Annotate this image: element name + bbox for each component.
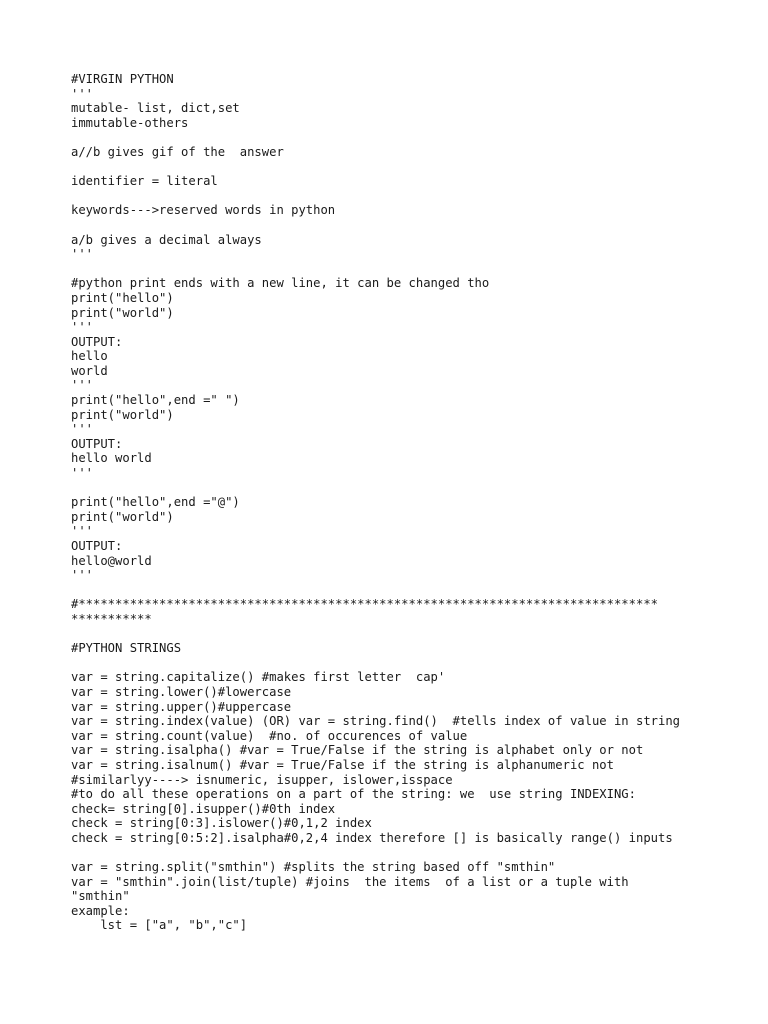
code-line: print("hello"): [71, 290, 174, 305]
code-line: var = string.count(value) #no. of occurences of value: [71, 728, 468, 743]
code-line: #*******************************************************************************: [71, 597, 658, 612]
code-line: var = string.isalnum() #var = True/False if the string is alphanumeric not: [71, 757, 614, 772]
code-line: [71, 130, 751, 145]
code-line: ''': [71, 86, 94, 101]
code-line: ''': [71, 320, 94, 335]
code-line: [71, 845, 751, 860]
code-line: "smthin": [71, 889, 130, 904]
code-line: #to do all these operations on a part of the string: we use string INDEXING:: [71, 787, 636, 802]
code-line: print("world"): [71, 509, 174, 524]
code-line: var = string.isalpha() #var = True/False if the string is alphabet only or not: [71, 743, 644, 758]
code-line: [71, 481, 751, 496]
code-text-block: [71, 72, 751, 933]
code-line: ''': [71, 466, 94, 481]
code-line: print("hello",end =" "): [71, 393, 240, 408]
code-line: check= string[0].isupper()#0th index: [71, 801, 336, 816]
code-line: var = "smthin".join(list/tuple) #joins the items of a list or a tuple with: [71, 874, 629, 889]
code-line: ''': [71, 247, 94, 262]
code-line: #python print ends with a new line, it can be changed tho: [71, 276, 490, 291]
code-line: var = string.upper()#uppercase: [71, 699, 292, 714]
code-line: var = string.index(value) (OR) var = string.find() #tells index of value in string: [71, 714, 681, 729]
code-line: var = string.capitalize() #makes first letter cap': [71, 670, 446, 685]
code-line: ''': [71, 378, 94, 393]
code-line: ''': [71, 524, 94, 539]
code-line: check = string[0:5:2].isalpha#0,2,4 index therefore [] is basically range() inputs: [71, 830, 673, 845]
code-line: [71, 627, 751, 642]
code-line: #VIRGIN PYTHON: [71, 72, 174, 86]
code-line: var = string.split("smthin") #splits the string based off "smthin": [71, 860, 556, 875]
code-line: world: [71, 363, 108, 378]
code-line: a//b gives gif of the answer: [71, 144, 284, 159]
code-line: [71, 583, 751, 598]
code-line: ''': [71, 568, 94, 583]
code-line: print("world"): [71, 407, 174, 422]
code-line: [71, 189, 751, 204]
code-line: immutable-others: [71, 115, 189, 130]
code-line: [71, 656, 751, 671]
code-line: #similarlyy----> isnumeric, isupper, islower,isspace: [71, 772, 453, 787]
code-line: print("world"): [71, 305, 174, 320]
code-line: hello: [71, 349, 108, 364]
code-line: OUTPUT:: [71, 334, 123, 349]
code-line: example:: [71, 903, 130, 918]
code-line: ***********: [71, 611, 152, 626]
code-line: lst = ["a", "b","c"]: [71, 918, 248, 933]
code-line: mutable- list, dict,set: [71, 101, 240, 116]
code-line: OUTPUT:: [71, 539, 123, 553]
code-line: var = string.lower()#lowercase: [71, 684, 292, 699]
code-line: [71, 160, 751, 175]
code-line: hello world: [71, 451, 152, 466]
code-line: [71, 218, 751, 233]
code-line: ''': [71, 422, 94, 437]
code-line: [71, 262, 751, 277]
code-line: OUTPUT:: [71, 436, 123, 451]
code-line: print("hello",end ="@"): [71, 495, 240, 510]
code-line: hello@world: [71, 553, 152, 568]
code-line: #PYTHON STRINGS: [71, 641, 182, 656]
code-line: identifier = literal: [71, 174, 218, 189]
code-line: check = string[0:3].islower()#0,1,2 index: [71, 816, 372, 831]
code-line: a/b gives a decimal always: [71, 232, 262, 247]
code-line: keywords--->reserved words in python: [71, 203, 336, 218]
